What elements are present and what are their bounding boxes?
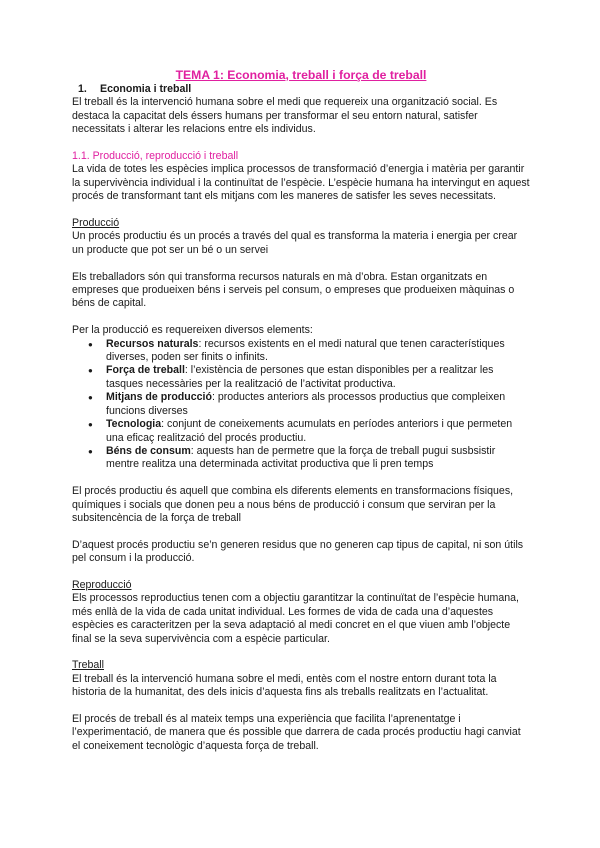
- list-item-desc: : recursos existents en el medi natural que tenen característiques diverses, poden ser finits o infinits.: [106, 337, 505, 364]
- heading-reproduccio: Reproducció: [72, 578, 132, 591]
- produccio-paragraph-5: D’aquest procés productiu se’n generen residus que no generen cap tipus de capital, ni son útils pel consum i la producció.: [72, 538, 524, 565]
- section-label: Economia i treball: [100, 83, 192, 95]
- list-item-desc: : l’existència de persones que estan disponibles per a realitzar les tasques necessàries per la realització de l’activitat productiva.: [106, 364, 494, 390]
- list-item: [106, 364, 530, 391]
- list-item-desc: : conjunt de coneixements acumulats en períodes anteriors i que permeten una eficaç realització del procés productiu.: [106, 418, 513, 444]
- list-item-desc: : aquests han de permetre que la força de treball pugui susbsistir mentre realitza una determinada activitat productiva que li pren temps: [106, 444, 496, 471]
- list-item: [106, 418, 530, 445]
- section-number: 1.: [78, 83, 87, 95]
- treball-paragraph-2: El procés de treball és al mateix temps una experiència que facilita l’aprenentatge i l’experimentació, de manera que és possible que darrera de cada procés productiu hagi canviat el coneixement tecnològic d’aquesta força de treball.: [72, 712, 521, 752]
- document-title: TEMA 1: Economia, treball i força de treball: [175, 68, 427, 82]
- produccio-paragraph-1: Un procés productiu és un procés a través del qual es transforma la materia i energia per crear un producte que pot ser un bé o un servei: [72, 230, 518, 256]
- produccio-paragraph-4: El procés productiu és aquell que combina els diferents elements en transformacions físiques, químiques i socials que donen peu a nous béns de producció i consum que serviran per la subsitencència de la força de treball: [72, 485, 514, 524]
- intro-paragraph: El treball és la intervenció humana sobre el medi que requereix una organització social. Es destaca la capacitat dels éssers humans per transformar el seu entorn natural, satisfer necessitats i alterar les relacions entre els individus.: [72, 96, 498, 136]
- elements-list: [72, 338, 530, 472]
- heading-treball: Treball: [72, 659, 104, 672]
- list-item: [106, 391, 530, 418]
- reproduccio-paragraph-1: Els processos reproductius tenen com a objectiu garantitzar la continuïtat de l’espècie humana, més enllà de la vida de cada unitat individual. Les formes de vida de cada una d’aquestes espècies es caracteritzen per la seva adaptació al medi concret en el que viuen amb l’objecte final se la seva supervivència com a espècie particular.: [72, 592, 519, 645]
- list-item-term: Mitjans de producció: [106, 391, 212, 404]
- produccio-paragraph-2: Els treballadors són qui transforma recursos naturals en mà d’obra. Estan organitzats en empreses que produeixen béns i serveis pel consum, o empreses que produeixen màquinas o béns de capital.: [72, 270, 515, 310]
- document-page: [72, 68, 530, 753]
- paragraph-1-1: La vida de totes les espècies implica processos de transformació d’energia i matèria per garantir la supervivència individual i la continuïtat de l’espècie. L’espècie humana ha intervingut en aquest procés de transformant tant els mitjans com les maneres de satisfer les seves necessitats.: [72, 163, 530, 203]
- section-heading-1: [78, 83, 530, 96]
- list-item-term: Tecnologia: [106, 418, 162, 431]
- treball-paragraph-1: El treball és la intervenció humana sobre el medi, entès com el nostre entorn durant tota la historia de la humanitat, des dels inicis d’aquesta fins als treballs realitzats en l’actualitat.: [72, 672, 497, 699]
- subsection-heading-1-1: 1.1. Producció, reproducció i treball: [72, 150, 239, 163]
- list-item-term: Recursos naturals: [106, 337, 199, 350]
- list-item-term: Força de treball: [106, 364, 185, 377]
- list-item-desc: : productes anteriors als processos productius que compleixen funcions diverses: [106, 391, 506, 417]
- list-item-term: Béns de consum: [106, 444, 191, 457]
- list-item: [106, 338, 530, 365]
- heading-produccio: Producció: [72, 217, 120, 230]
- produccio-paragraph-3: Per la producció es requereixen diversos elements:: [72, 324, 313, 337]
- list-item: [106, 445, 530, 472]
